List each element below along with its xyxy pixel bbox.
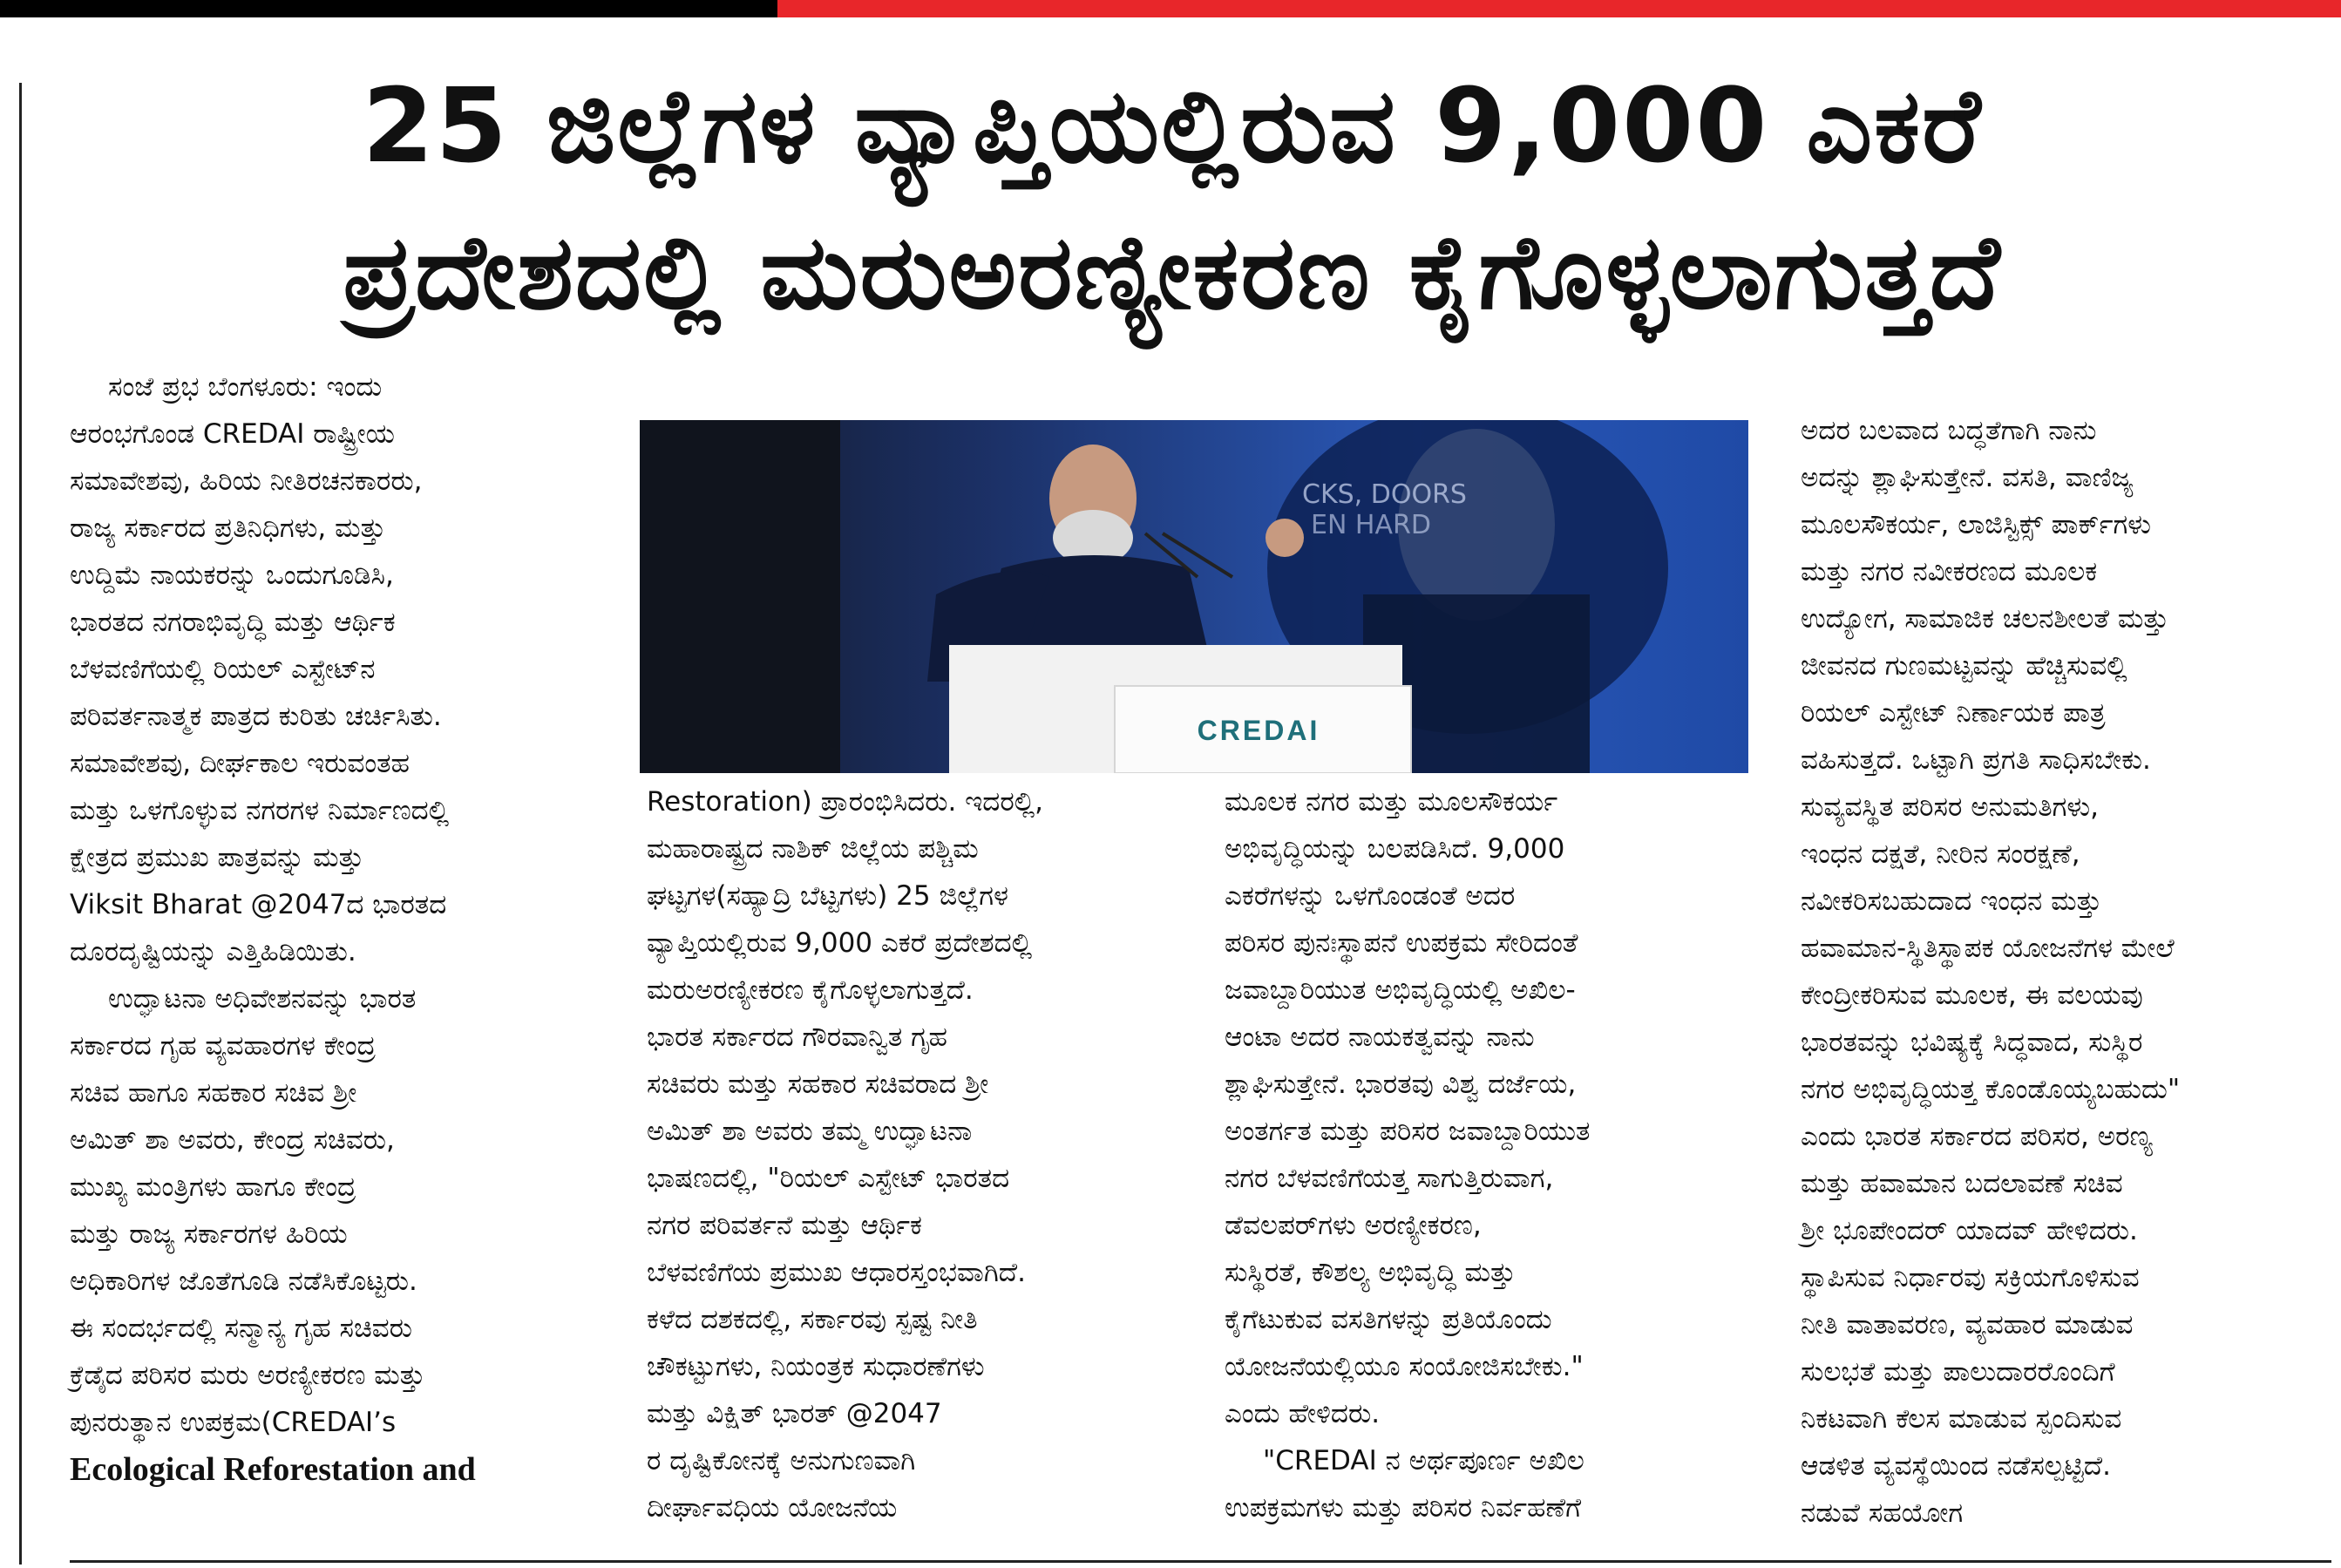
- article-column-2: [647, 778, 1204, 1531]
- text-line: ಮರುಅರಣ್ಯೀಕರಣ ಕೈಗೊಳ್ಳಲಾಗುತ್ತದೆ.: [647, 974, 974, 1006]
- text-line: ಕೇಂದ್ರೀಕರಿಸುವ ಮೂಲಕ, ಈ ವಲಯವು: [1801, 980, 2143, 1011]
- text-line: ಇಂಧನ ದಕ್ಷತೆ, ನೀರಿನ ಸಂರಕ್ಷಣೆ,: [1801, 838, 2080, 870]
- text-line: ಮತ್ತು ರಾಜ್ಯ ಸರ್ಕಾರಗಳ ಹಿರಿಯ: [70, 1218, 348, 1250]
- text-line: Restoration) ಪ್ರಾರಂಭಿಸಿದರು. ಇದರಲ್ಲಿ,: [647, 786, 1044, 818]
- text-line: ಚೌಕಟ್ಟುಗಳು, ನಿಯಂತ್ರಕ ಸುಧಾರಣೆಗಳು: [647, 1351, 985, 1382]
- text-line: ಬೆಳವಣಿಗೆಯಲ್ಲಿ ರಿಯಲ್ ಎಸ್ಟೇಟ್‌ನ: [70, 654, 376, 685]
- text-line: ಅಮಿತ್ ಶಾ ಅವರು, ಕೇಂದ್ರ ಸಚಿವರು,: [70, 1124, 395, 1156]
- credai-logo-text: CREDAI: [1197, 715, 1320, 746]
- text-line: ಮತ್ತು ಒಳಗೊಳ್ಳುವ ನಗರಗಳ ನಿರ್ಮಾಣದಲ್ಲಿ: [70, 795, 450, 826]
- text-line: "CREDAI ನ ಅರ್ಥಪೂರ್ಣ ಅಖಿಲ: [1263, 1445, 1584, 1476]
- text-line: ನಗರ ಬೆಳವಣಿಗೆಯತ್ತ ಸಾಗುತ್ತಿರುವಾಗ,: [1225, 1163, 1554, 1194]
- text-line: ನಗರ ಪರಿವರ್ತನೆ ಮತ್ತು ಆರ್ಥಿಕ: [647, 1210, 922, 1241]
- text-line: ಮತ್ತು ಹವಾಮಾನ ಬದಲಾವಣೆ ಸಚಿವ: [1801, 1168, 2123, 1199]
- text-line: ಆಂಟಾ ಅದರ ನಾಯಕತ್ವವನ್ನು ನಾನು: [1225, 1022, 1535, 1053]
- text-line: ಆಡಳಿತ ವ್ಯವಸ್ಥೆಯಿಂದ ನಡೆಸಲ್ಪಟ್ಟಿದೆ.: [1801, 1450, 2111, 1482]
- text-line: ಜೀವನದ ಗುಣಮಟ್ಟವನ್ನು ಹೆಚ್ಚಿಸುವಲ್ಲಿ: [1801, 650, 2127, 682]
- text-line: ಸುಸ್ಥಿರತೆ, ಕೌಶಲ್ಯ ಅಭಿವೃದ್ಧಿ ಮತ್ತು: [1225, 1257, 1516, 1288]
- text-line: ಘಟ್ಟಗಳ(ಸಹ್ಯಾದ್ರಿ ಬೆಟ್ಟಗಳು) 25 ಜಿಲ್ಲೆಗಳ: [647, 880, 1008, 912]
- article-column-1: [70, 363, 628, 1493]
- text-line: ಸ್ಥಾಪಿಸುವ ನಿರ್ಧಾರವು ಸಕ್ರಿಯಗೊಳಿಸುವ: [1801, 1262, 2140, 1293]
- text-line: ಉದ್ಘಾಟನಾ ಅಧಿವೇಶನವನ್ನು ಭಾರತ: [108, 983, 417, 1015]
- text-line: ಅದನ್ನು ಶ್ಲಾಘಿಸುತ್ತೇನೆ. ವಸತಿ, ವಾಣಿಜ್ಯ: [1801, 462, 2134, 493]
- text-line: ಉದ್ದಿಮೆ ನಾಯಕರನ್ನು ಒಂದುಗೂಡಿಸಿ,: [70, 560, 394, 591]
- text-line: ಭಾರತವನ್ನು ಭವಿಷ್ಯಕ್ಕೆ ಸಿದ್ಧವಾದ, ಸುಸ್ಥಿರ: [1801, 1027, 2143, 1058]
- text-line: ಮೂಲಸೌಕರ್ಯ, ಲಾಜಿಸ್ಟಿಕ್ಸ್ ಪಾರ್ಕ್‌ಗಳು: [1801, 509, 2151, 540]
- left-column-rule: [19, 83, 22, 1565]
- text-line: ವ್ಯಾಪ್ತಿಯಲ್ಲಿರುವ 9,000 ಎಕರೆ ಪ್ರದೇಶದಲ್ಲಿ: [647, 927, 1033, 959]
- text-line: ಕೈಗೆಟುಕುವ ವಸತಿಗಳನ್ನು ಪ್ರತಿಯೊಂದು: [1225, 1304, 1552, 1335]
- text-line: ಎಕರೆಗಳನ್ನು ಒಳಗೊಂಡಂತೆ ಅದರ: [1225, 880, 1516, 912]
- screen-text-2: EN HARD: [1311, 510, 1431, 540]
- text-line: ಪರಿಸರ ಪುನಃಸ್ಥಾಪನೆ ಉಪಕ್ರಮ ಸೇರಿದಂತೆ: [1225, 927, 1578, 959]
- headline-line-2: ಪ್ರದೇಶದಲ್ಲಿ ಮರುಅರಣ್ಯೀಕರಣ ಕೈಗೊಳ್ಳಲಾಗುತ್ತದೆ: [343, 212, 2002, 332]
- text-line: ಕಳೆದ ದಶಕದಲ್ಲಿ, ಸರ್ಕಾರವು ಸ್ಪಷ್ಟ ನೀತಿ: [647, 1304, 978, 1335]
- article-column-4: [1801, 407, 2341, 1537]
- top-red-bar: [777, 0, 2341, 17]
- text-line: ಎಂದು ಭಾರತ ಸರ್ಕಾರದ ಪರಿಸರ, ಅರಣ್ಯ: [1801, 1121, 2153, 1152]
- text-line: ಹವಾಮಾನ-ಸ್ಥಿತಿಸ್ಥಾಪಕ ಯೋಜನೆಗಳ ಮೇಲೆ: [1801, 933, 2175, 964]
- text-line: ಯೋಜನೆಯಲ್ಲಿಯೂ ಸಂಯೋಜಿಸಬೇಕು.": [1225, 1351, 1584, 1382]
- text-line: Ecological Reforestation and: [70, 1451, 476, 1488]
- text-line: ನಡುವೆ ಸಹಯೋಗ: [1801, 1497, 1964, 1529]
- text-line: ಪುನರುತ್ಥಾನ ಉಪಕ್ರಮ(CREDAI’s: [70, 1407, 397, 1438]
- text-line: ಭಾರತ ಸರ್ಕಾರದ ಗೌರವಾನ್ವಿತ ಗೃಹ: [647, 1022, 947, 1053]
- text-line: ಎಂದು ಹೇಳಿದರು.: [1225, 1398, 1381, 1429]
- text-line: ಸಮಾವೇಶವು, ಹಿರಿಯ ನೀತಿರಚನಕಾರರು,: [70, 465, 423, 497]
- text-line: ಉಪಕ್ರಮಗಳು ಮತ್ತು ಪರಿಸರ ನಿರ್ವಹಣೆಗೆ: [1225, 1492, 1582, 1524]
- text-line: ಶ್ರೀ ಭೂಪೇಂದರ್ ಯಾದವ್ ಹೇಳಿದರು.: [1801, 1215, 2138, 1246]
- text-line: ಸುಲಭತೆ ಮತ್ತು ಪಾಲುದಾರರೊಂದಿಗೆ: [1801, 1356, 2115, 1388]
- text-line: ಈ ಸಂದರ್ಭದಲ್ಲಿ ಸನ್ಮಾನ್ಯ ಗೃಹ ಸಚಿವರು: [70, 1313, 412, 1344]
- text-line: ಪರಿವರ್ತನಾತ್ಮಕ ಪಾತ್ರದ ಕುರಿತು ಚರ್ಚಿಸಿತು.: [70, 701, 442, 732]
- text-line: ದೀರ್ಘಾವಧಿಯ ಯೋಜನೆಯ: [647, 1492, 898, 1524]
- bottom-rule: [70, 1560, 2331, 1563]
- text-line: ಕ್ಷೇತ್ರದ ಪ್ರಮುಖ ಪಾತ್ರವನ್ನು ಮತ್ತು: [70, 842, 364, 873]
- screen-text-1: CKS, DOORS: [1302, 479, 1467, 510]
- text-line: ಭಾರತದ ನಗರಾಭಿವೃದ್ಧಿ ಮತ್ತು ಆರ್ಥಿಕ: [70, 607, 396, 638]
- headline: [52, 52, 2292, 345]
- text-line: ಮೂಲಕ ನಗರ ಮತ್ತು ಮೂಲಸೌಕರ್ಯ: [1225, 786, 1558, 818]
- text-line: ನಿಕಟವಾಗಿ ಕೆಲಸ ಮಾಡುವ ಸ್ಪಂದಿಸುವ: [1801, 1403, 2122, 1435]
- text-line: ಕ್ರೆಡೈದ ಪರಿಸರ ಮರು ಅರಣ್ಯೀಕರಣ ಮತ್ತು: [70, 1360, 425, 1391]
- article-column-3: [1225, 778, 1782, 1531]
- text-line: ಸಚಿವ ಹಾಗೂ ಸಹಕಾರ ಸಚಿವ ಶ್ರೀ: [70, 1077, 357, 1109]
- text-line: ಸುವ್ಯವಸ್ಥಿತ ಪರಿಸರ ಅನುಮತಿಗಳು,: [1801, 791, 2099, 823]
- text-line: ವಹಿಸುತ್ತದೆ. ಒಟ್ಟಾಗಿ ಪ್ರಗತಿ ಸಾಧಿಸಬೇಕು.: [1801, 744, 2151, 776]
- text-line: ರಾಜ್ಯ ಸರ್ಕಾರದ ಪ್ರತಿನಿಧಿಗಳು, ಮತ್ತು: [70, 512, 386, 544]
- text-line: ಡೆವಲಪರ್‌ಗಳು ಅರಣ್ಯೀಕರಣ,: [1225, 1210, 1482, 1241]
- text-line: ಉದ್ಯೋಗ, ಸಾಮಾಜಿಕ ಚಲನಶೀಲತೆ ಮತ್ತು: [1801, 603, 2169, 635]
- text-line: ನಗರ ಅಭಿವೃದ್ಧಿಯತ್ತ ಕೊಂಡೊಯ್ಯಬಹುದು": [1801, 1074, 2181, 1105]
- news-photo: [640, 420, 1748, 773]
- text-line: ಆರಂಭಗೊಂಡ CREDAI ರಾಷ್ಟ್ರೀಯ: [70, 418, 395, 450]
- text-line: ಭಾಷಣದಲ್ಲಿ, "ರಿಯಲ್ ಎಸ್ಟೇಟ್ ಭಾರತದ: [647, 1163, 1010, 1194]
- text-line: ಅದರ ಬಲವಾದ ಬದ್ಧತೆಗಾಗಿ ನಾನು: [1801, 415, 2097, 446]
- text-line: ಸಂಜೆ ಪ್ರಭ ಬೆಂಗಳೂರು: ಇಂದು: [108, 371, 383, 403]
- text-line: ಶ್ಲಾಘಿಸುತ್ತೇನೆ. ಭಾರತವು ವಿಶ್ವ ದರ್ಜೆಯ,: [1225, 1069, 1577, 1100]
- text-line: ಸಮಾವೇಶವು, ದೀರ್ಘಕಾಲ ಇರುವಂತಹ: [70, 748, 410, 779]
- text-line: ಮಹಾರಾಷ್ಟ್ರದ ನಾಶಿಕ್ ಜಿಲ್ಲೆಯ ಪಶ್ಚಿಮ: [647, 833, 979, 865]
- text-line: ಸರ್ಕಾರದ ಗೃಹ ವ್ಯವಹಾರಗಳ ಕೇಂದ್ರ: [70, 1030, 377, 1062]
- text-line: Viksit Bharat @2047ದ ಭಾರತದ: [70, 889, 447, 920]
- text-line: ಜವಾಬ್ದಾರಿಯುತ ಅಭಿವೃದ್ಧಿಯಲ್ಲಿ ಅಖಿಲ-: [1225, 974, 1576, 1006]
- text-line: ಬೆಳವಣಿಗೆಯ ಪ್ರಮುಖ ಆಧಾರಸ್ತಂಭವಾಗಿದೆ.: [647, 1257, 1026, 1288]
- top-black-bar: [0, 0, 777, 17]
- text-line: ಮತ್ತು ನಗರ ನವೀಕರಣದ ಮೂಲಕ: [1801, 556, 2098, 587]
- headline-line-1: 25 ಜಿಲ್ಲೆಗಳ ವ್ಯಾಪ್ತಿಯಲ್ಲಿರುವ 9,000 ಎಕರೆ: [362, 65, 1983, 186]
- text-line: ದೂರದೃಷ್ಟಿಯನ್ನು ಎತ್ತಿಹಿಡಿಯಿತು.: [70, 936, 356, 967]
- text-line: ರ ದೃಷ್ಟಿಕೋನಕ್ಕೆ ಅನುಗುಣವಾಗಿ: [647, 1445, 916, 1476]
- text-line: ಅಭಿವೃದ್ಧಿಯನ್ನು ಬಲಪಡಿಸಿದೆ. 9,000: [1225, 833, 1565, 865]
- text-line: ಮುಖ್ಯ ಮಂತ್ರಿಗಳು ಹಾಗೂ ಕೇಂದ್ರ: [70, 1171, 356, 1203]
- text-line: ಅಮಿತ್ ಶಾ ಅವರು ತಮ್ಮ ಉದ್ಘಾಟನಾ: [647, 1116, 973, 1147]
- text-line: ಮತ್ತು ವಿಕ್ಷಿತ್ ಭಾರತ್ @2047: [647, 1398, 942, 1429]
- text-line: ಅಂತರ್ಗತ ಮತ್ತು ಪರಿಸರ ಜವಾಬ್ದಾರಿಯುತ: [1225, 1116, 1591, 1147]
- text-line: ಸಚಿವರು ಮತ್ತು ಸಹಕಾರ ಸಚಿವರಾದ ಶ್ರೀ: [647, 1069, 989, 1100]
- text-line: ನೀತಿ ವಾತಾವರಣ, ವ್ಯವಹಾರ ಮಾಡುವ: [1801, 1309, 2134, 1341]
- text-line: ರಿಯಲ್ ಎಸ್ಟೇಟ್ ನಿರ್ಣಾಯಕ ಪಾತ್ರ: [1801, 697, 2106, 729]
- text-line: ನವೀಕರಿಸಬಹುದಾದ ಇಂಧನ ಮತ್ತು: [1801, 886, 2102, 917]
- text-line: ಅಧಿಕಾರಿಗಳ ಜೊತೆಗೂಡಿ ನಡೆಸಿಕೊಟ್ಟರು.: [70, 1266, 417, 1297]
